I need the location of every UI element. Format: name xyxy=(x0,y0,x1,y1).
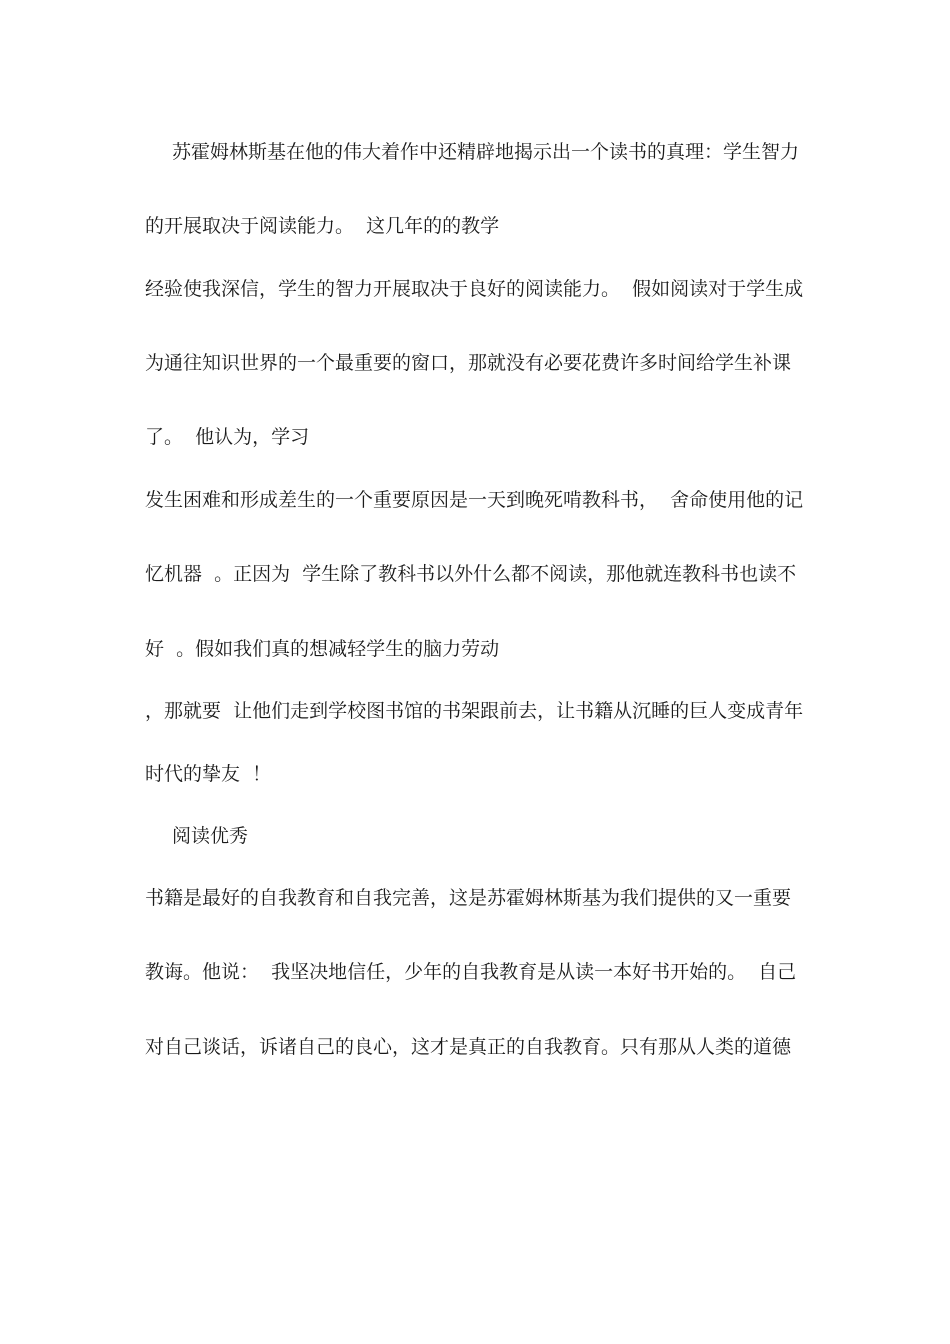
paragraph-line-7: 忆机器 。正因为 学生除了教科书以外什么都不阅读，那他就连教科书也读不 xyxy=(145,563,797,585)
paragraph-line-8: 好 。假如我们真的想减轻学生的脑力劳动 xyxy=(145,638,500,660)
paragraph-line-3: 经验使我深信，学生的智力开展取决于良好的阅读能力。 假如阅读对于学生成 xyxy=(145,278,804,300)
paragraph-line-6: 发生困难和形成差生的一个重要原因是一天到晚死啃教科书， 舍命使用他的记 xyxy=(145,489,804,511)
paragraph-line-11: 书籍是最好的自我教育和自我完善，这是苏霍姆林斯基为我们提供的又一重要 xyxy=(145,887,792,909)
paragraph-line-10: 时代的挚友 ！ xyxy=(145,763,272,785)
paragraph-line-4: 为通往知识世界的一个最重要的窗口，那就没有必要花费许多时间给学生补课 xyxy=(145,352,792,374)
section-heading: 阅读优秀 xyxy=(172,825,249,847)
paragraph-line-1: 苏霍姆林斯基在他的伟大着作中还精辟地揭示出一个读书的真理：学生智力 xyxy=(172,141,800,163)
paragraph-line-12: 教诲。他说： 我坚决地信任，少年的自我教育是从读一本好书开始的。 自己 xyxy=(145,961,797,983)
paragraph-line-13: 对自己谈话，诉诸自己的良心，这才是真正的自我教育。只有那从人类的道德 xyxy=(145,1036,792,1058)
paragraph-line-5: 了。 他认为，学习 xyxy=(145,426,310,448)
paragraph-line-9: ，那就要 让他们走到学校图书馆的书架跟前去，让书籍从沉睡的巨人变成青年 xyxy=(145,700,804,722)
paragraph-line-2: 的开展取决于阅读能力。 这几年的的教学 xyxy=(145,215,500,237)
